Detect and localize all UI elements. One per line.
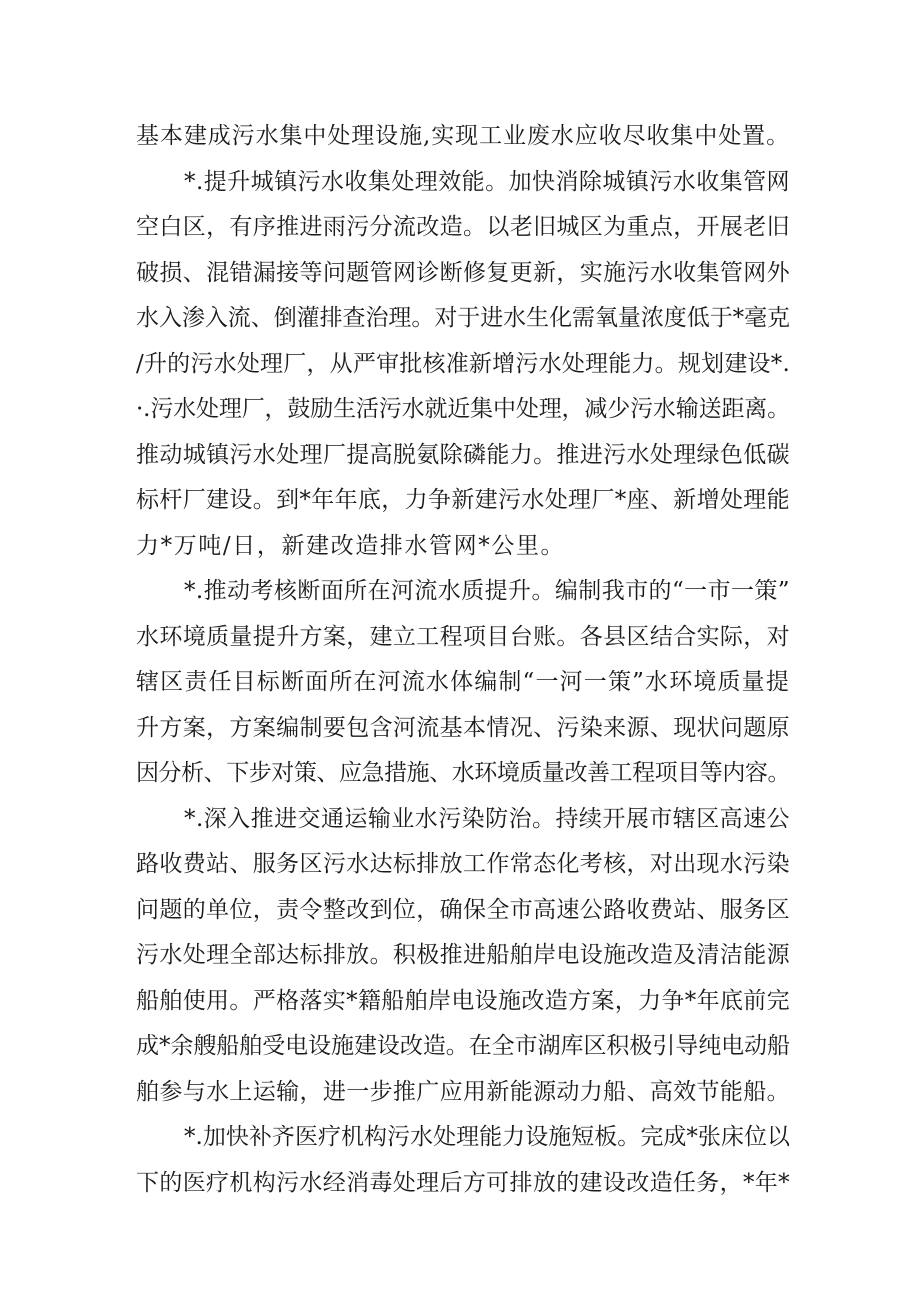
text-line: 成*余艘船舶受电设施建设改造。在全市湖库区积极引导纯电动船 — [136, 1033, 790, 1059]
paragraph-start-line: *.提升城镇污水收集处理效能。加快消除城镇污水收集管网 — [184, 168, 790, 195]
text-line: 推动城镇污水处理厂提高脱氨除磷能力。推进污水处理绿色低碳 — [136, 441, 790, 468]
text-line: 空白区，有序推进雨污分流改造。以老旧城区为重点，开展老旧 — [136, 214, 790, 240]
text-line: ·.污水处理厂，鼓励生活污水就近集中处理，减少污水输送距离。 — [136, 396, 790, 422]
text-line: 破损、混错漏接等问题管网诊断修复更新，实施污水收集管网外 — [136, 259, 790, 286]
text-line: 下的医疗机构污水经消毒处理后方可排放的建设改造任务，*年* — [136, 1169, 790, 1196]
paragraph-start-line: *.推动考核断面所在河流水质提升。编制我市的“一市一策” — [184, 578, 790, 604]
text-line: 因分析、下步对策、应急措施、水环境质量改善工程项目等内容。 — [136, 760, 790, 786]
text-line: /升的污水处理厂，从严审批核准新增污水处理能力。规划建设*. — [136, 350, 790, 377]
text-line: 问题的单位，责令整改到位，确保全市高速公路收费站、服务区 — [136, 896, 790, 923]
text-line: 路收费站、服务区污水达标排放工作常态化考核，对出现水污染 — [136, 851, 790, 877]
text-line: 升方案，方案编制要包含河流基本情况、污染来源、现状问题原 — [136, 714, 790, 741]
text-line: 基本建成污水集中处理设施,实现工业废水应收尽收集中处置。 — [136, 123, 790, 149]
text-line: 污水处理全部达标排放。积极推进船舶岸电设施改造及清洁能源 — [136, 942, 790, 968]
paragraph-start-line: *.深入推进交通运输业水污染防治。持续开展市辖区高速公 — [184, 805, 790, 832]
text-line: 力*万吨/日，新建改造排水管网*公里。 — [136, 532, 566, 559]
document-body — [136, 114, 790, 1206]
paragraph-start-line: *.加快补齐医疗机构污水处理能力设施短板。完成*张床位以 — [184, 1124, 790, 1150]
text-line: 辖区责任目标断面所在河流水体编制“一河一策”水环境质量提 — [136, 669, 790, 695]
text-line: 船舶使用。严格落实*籍船舶岸电设施改造方案，力争*年底前完 — [136, 987, 790, 1014]
text-line: 舶参与水上运输，进一步推广应用新能源动力船、高效节能船。 — [136, 1078, 790, 1105]
text-line: 水入渗入流、倒灌排查治理。对于进水生化需氧量浓度低于*毫克 — [136, 305, 790, 331]
text-line: 标杆厂建设。到*年年底，力争新建污水处理厂*座、新增处理能 — [136, 487, 790, 513]
text-line: 水环境质量提升方案，建立工程项目台账。各县区结合实际，对 — [136, 623, 790, 650]
